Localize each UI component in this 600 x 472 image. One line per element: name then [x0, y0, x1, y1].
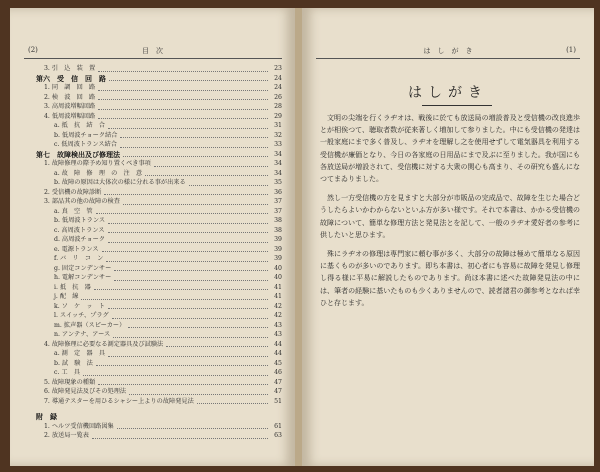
toc-page-number: 39 [274, 236, 282, 243]
toc-page-number: 24 [274, 84, 282, 91]
toc-entry-label: h. 電解コンデンサー [54, 274, 112, 281]
toc-page-number: 45 [274, 359, 282, 367]
toc-entry-label: 2. 検 波 回 路 [44, 93, 96, 101]
toc-entry-label: l. スイッチ、プラグ [54, 312, 109, 319]
left-page-contents [10, 8, 295, 466]
toc-page-number: 39 [274, 255, 282, 262]
toc-entry-label: b. 故障の原因は大体次の様に分れる事が出来る [54, 179, 186, 186]
preface-paragraph: 殊にラヂオの修理は専門家に頼む事が多く、大部分の故障は極めて簡単なる原因に基くものが多いのであります。即ち本書は、初心者にも容易に故障を発見し修理し得る様に平易に解説したものであります。尚ほ本書に述べた故障発見法の中には、筆者の経験に基いたものも少くありませんので、読者諸君の御参考となれば幸ひと存じます。 [320, 250, 580, 307]
toc-page-number: 24 [274, 74, 282, 82]
appendix-title: 附 録 [36, 412, 57, 421]
toc-entry-label: b. 低周波トランス [54, 217, 106, 224]
toc-page-number: 31 [274, 122, 282, 129]
right-header-title: は し が き [423, 47, 473, 55]
toc-entry-label: k. ソ ケ ッ ト [54, 302, 105, 310]
toc-entry-label: b. 試 験 法 [54, 359, 93, 367]
toc-page-number: 35 [274, 179, 282, 186]
toc-page-number: 44 [274, 350, 282, 357]
toc-entry-label: 3. 部品其の他の故障の検査 [44, 198, 120, 205]
toc-page-number: 34 [274, 169, 282, 177]
toc-entry-label: e. 電源トランス [54, 245, 99, 253]
toc-page-number: 38 [274, 226, 282, 234]
toc-page-number: 43 [274, 321, 282, 329]
toc-page-number: 39 [274, 245, 282, 253]
toc-entry [36, 397, 282, 407]
toc-page-number: 43 [274, 331, 282, 338]
toc-entry-label: n. アンテナ、アース [54, 331, 111, 338]
toc-entry-label: m. 拡声器（スピーカー） [54, 321, 126, 329]
toc-page-number: 42 [274, 312, 282, 319]
toc-page-number: 47 [274, 378, 282, 386]
toc-page-number: 47 [274, 388, 282, 395]
toc-entry-label: 2. 放送局一覧表 [44, 432, 89, 439]
preface-title-rule [422, 105, 492, 106]
toc-leader-dots [197, 394, 268, 405]
left-header-rule [24, 58, 282, 59]
toc-entry-label: a. 真 空 管 [54, 207, 93, 215]
right-page-preface [302, 8, 594, 466]
toc-entry-label: j. 配 線 [54, 293, 79, 300]
toc-entry-label: c. 工 具 [54, 369, 80, 376]
toc-entry-label: a. 測 定 器 具 [54, 350, 105, 357]
toc-entry [36, 431, 282, 441]
toc-entry-label: 7. 導通テスターを用ひるシャシー上よりの故障発見法 [44, 397, 194, 405]
toc-page-number: 32 [274, 131, 282, 139]
toc-entry-label: d. 高周波チョーク [54, 236, 106, 243]
toc-entry-label: c. 高周波トランス [54, 226, 105, 234]
toc-entry-label: f. バ リ コ ン [54, 255, 104, 262]
toc-entry-label: 1. 故障修理の際予め知り置くべき事項 [44, 160, 151, 167]
toc-page-number: 26 [274, 93, 282, 101]
toc-entry-label: a. 抵 抗 結 合 [54, 122, 105, 129]
toc-page-number: 63 [274, 432, 282, 439]
toc-page-number: 40 [274, 264, 282, 272]
table-of-contents [36, 64, 282, 441]
toc-entry-label: 2. 受信機の故障診断 [44, 188, 102, 196]
toc-leader-dots [92, 428, 268, 439]
toc-entry-label: 1. 同 調 回 路 [44, 84, 96, 91]
book-gutter [295, 8, 302, 466]
toc-page-number: 34 [274, 150, 282, 158]
toc-page-number: 61 [274, 422, 282, 430]
preface-paragraph: 然し一方受信機の方を見ますと大部分が市販品の完成品で、故障を生じた場合どうしたらよいかわからないといふ方が多い様です。それで本書は、かかる受信機の故障について、簡単な修理方法と発見法とを記して、一般のラヂオ愛好者の参考に供したいと思ひます。 [320, 194, 580, 239]
toc-page-number: 23 [274, 65, 282, 72]
toc-page-number: 37 [274, 198, 282, 205]
toc-entry-label: 4. 低周波増幅回路 [44, 112, 96, 120]
toc-entry-label: 6. 故障発見法及びその処理法 [44, 388, 127, 395]
toc-page-number: 34 [274, 160, 282, 167]
toc-entry-label: 3. 引 込 装 置 [44, 65, 96, 72]
toc-entry-label: 3. 高周波増幅回路 [44, 103, 96, 110]
preface-title: はしがき [408, 85, 488, 101]
toc-entry-label: a. 故 障 修 理 の 注 意 [54, 169, 143, 177]
toc-entry-label: b. 低周波チョーク結合 [54, 131, 118, 139]
preface-paragraph: 文明の尖端を行くラヂオは、戦後に於ても放送局の増設普及と受信機の改良進歩とが相俟つて、聴取者数が従来著しく増加して参りました。中にも受信機の発達は一般家庭にまで多く普及し、ラヂオを理解し之を使用せずして電気器具を利用する受信機が廉価となり、今日の各家庭の日用品にまで及ぶに至りました。我が国にも各放送局が増設されて、受信機に対する大衆の関心も高まり、その研究も盛んになつてまゐりました。 [320, 114, 580, 184]
toc-page-number: 36 [274, 188, 282, 196]
toc-page-number: 42 [274, 302, 282, 310]
toc-entry-label: c. 低周波トランス結合 [54, 141, 117, 148]
toc-entry-label: i. 抵 抗 器 [54, 283, 91, 291]
toc-page-number: 37 [274, 207, 282, 215]
toc-page-number: 51 [274, 397, 282, 405]
toc-page-number: 44 [274, 340, 282, 348]
toc-entry-label: 第六 受 信 回 路 [36, 73, 106, 83]
toc-page-number: 40 [274, 274, 282, 281]
left-header-title: 目 次 [142, 47, 163, 55]
toc-page-number: 28 [274, 103, 282, 110]
toc-page-number: 29 [274, 112, 282, 120]
toc-page-number: 33 [274, 141, 282, 148]
toc-entry-label: g. 固定コンデンサー [54, 264, 112, 272]
toc-entry-label: 5. 故障現象の種類 [44, 378, 96, 386]
toc-page-number: 41 [274, 283, 282, 291]
left-page-number: (2) [28, 46, 38, 54]
preface-body [320, 112, 580, 316]
toc-entry-label: 4. 故障修理に必要なる測定器具及び試験法 [44, 340, 164, 348]
toc-page-number: 46 [274, 369, 282, 376]
right-page-number: (1) [566, 46, 576, 54]
toc-entry-label: 1. ヘルツ受信機回路図集 [44, 422, 114, 430]
right-header-rule [316, 58, 580, 59]
toc-page-number: 38 [274, 217, 282, 224]
toc-page-number: 41 [274, 293, 282, 300]
toc-entry-label: 第七 故障検出及び修理法 [36, 149, 120, 159]
